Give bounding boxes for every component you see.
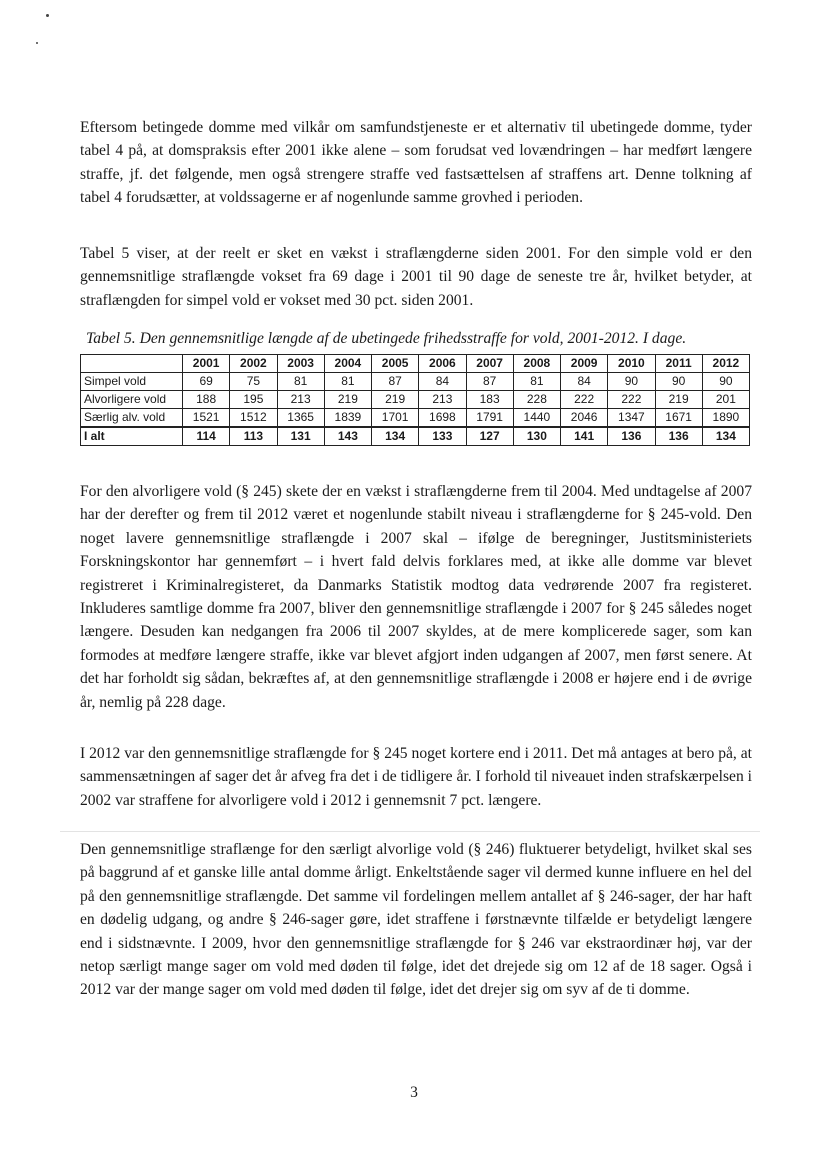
table-cell: 1839 <box>324 409 371 428</box>
table-cell: 90 <box>702 373 749 391</box>
page-number: 3 <box>410 1084 418 1101</box>
table-header-row <box>81 355 750 373</box>
row-label: Simpel vold <box>81 373 183 391</box>
table-cell: 1521 <box>183 409 230 428</box>
table-row <box>81 427 750 446</box>
table-cell: 219 <box>324 391 371 409</box>
table-cell: 1791 <box>466 409 513 428</box>
table-cell: 141 <box>561 427 608 446</box>
scan-fold-line <box>60 831 760 832</box>
paragraph-1: Eftersom betingede domme med vilkår om samfundstjeneste er et alternativ til ubetingede domme, tyder tabel 4 på, at domspraksis efter 2001 ikke alene – som forudsat ved lovændringen – har medført længere straffe, jf. det følgende, men også strengere straffe ved fastsættelsen af straffens art. Denne tolkning af tabel 4 forudsætter, at voldssagerne er af nogenlunde samme grovhed i perioden. <box>80 119 752 207</box>
table-cell: 87 <box>466 373 513 391</box>
scan-speck <box>36 42 38 44</box>
year-header: 2003 <box>277 355 324 373</box>
scan-speck <box>46 14 49 17</box>
table-cell: 81 <box>513 373 560 391</box>
table-cell: 84 <box>419 373 466 391</box>
table-cell: 222 <box>608 391 655 409</box>
table-cell: 134 <box>702 427 749 446</box>
table-row <box>81 409 750 428</box>
year-header: 2006 <box>419 355 466 373</box>
year-header: 2007 <box>466 355 513 373</box>
table-cell: 2046 <box>561 409 608 428</box>
table-cell: 195 <box>230 391 277 409</box>
table-cell: 143 <box>324 427 371 446</box>
table-cell: 1440 <box>513 409 560 428</box>
year-header: 2008 <box>513 355 560 373</box>
table-cell: 113 <box>230 427 277 446</box>
table-5 <box>80 354 750 446</box>
paragraph-2: Tabel 5 viser, at der reelt er sket en vækst i straflængderne siden 2001. For den simple vold er den gennemsnitlige straflængde vokset fra 69 dage i 2001 til 90 dage de seneste tre år, hvilket betyder, at straflængden for simpel vold er vokset med 30 pct. siden 2001. <box>80 245 752 309</box>
table-cell: 75 <box>230 373 277 391</box>
year-header: 2011 <box>655 355 702 373</box>
table-cell: 183 <box>466 391 513 409</box>
table-cell: 130 <box>513 427 560 446</box>
table-cell: 1698 <box>419 409 466 428</box>
row-label: Alvorligere vold <box>81 391 183 409</box>
year-header: 2001 <box>183 355 230 373</box>
table-cell: 81 <box>277 373 324 391</box>
table-cell: 127 <box>466 427 513 446</box>
row-label: I alt <box>81 427 183 446</box>
table-row <box>81 391 750 409</box>
table-cell: 1890 <box>702 409 749 428</box>
year-header: 2010 <box>608 355 655 373</box>
table-cell: 69 <box>183 373 230 391</box>
year-header: 2009 <box>561 355 608 373</box>
table-cell: 114 <box>183 427 230 446</box>
table-cell: 188 <box>183 391 230 409</box>
table-caption: Tabel 5. Den gennemsnitlige længde af de ubetingede frihedsstraffe for vold, 2001-2012. I dage. <box>86 330 687 347</box>
table-cell: 1347 <box>608 409 655 428</box>
paragraph-3: For den alvorligere vold (§ 245) skete der en vækst i straflængderne frem til 2004. Med undtagelse af 2007 har der derefter og frem til 2012 været et nogenlunde stabilt niveau i straflængderne for § 245-vold. Den noget lavere gennemsnitlige straflængde i 2007 skal – ifølge de beregninger, Justitsministeriets Forskningskontor har gennemført – i hvert fald delvis forklares med, at ikke alle domme var blevet registreret i Kriminalregisteret, da Danmarks Statistik modtog data vedrørende 2007 fra registeret. Inkluderes samtlige domme fra 2007, bliver den gennemsnitlige straflængde i 2007 for § 245 således noget længere. Desuden kan nedgangen fra 2006 til 2007 skyldes, at de mere komplicerede sager, som kan formodes at medføre længere straffe, ikke var blevet afgjort inden udgangen af 2007, men først senere. At det har forholdt sig sådan, bekræftes af, at den gennemsnitlige straflængde i 2008 er højere end i de øvrige år, nemlig på 228 dage. <box>80 483 752 711</box>
table-corner-cell <box>81 355 183 373</box>
paragraph-5: Den gennemsnitlige straflænge for den særligt alvorlige vold (§ 246) fluktuerer betydeligt, hvilket skal ses på baggrund af et ganske lille antal domme årligt. Enkeltstående sager vil dermed kunne influere en hel del på den gennemsnitlige straflængde. Det samme vil fordelingen mellem antallet af § 246-sager, der har haft en dødelig udgang, og andre § 246-sager gøre, idet straffene i førstnævnte tilfælde er betydeligt længere end i sidstnævnte. I 2009, hvor den gennemsnitlige straflængde for § 246 var ekstraordinær høj, var der netop særligt mange sager om vold med døden til følge, idet det drejede sig om 12 af de 18 sager. Også i 2012 var der mange sager om vold med døden til følge, idet det drejer sig om syv af de ti domme. <box>80 841 752 999</box>
table-cell: 136 <box>608 427 655 446</box>
table-cell: 213 <box>277 391 324 409</box>
table-cell: 134 <box>372 427 419 446</box>
table-cell: 219 <box>655 391 702 409</box>
table-cell: 136 <box>655 427 702 446</box>
table-cell: 81 <box>324 373 371 391</box>
table-cell: 228 <box>513 391 560 409</box>
year-header: 2004 <box>324 355 371 373</box>
paragraph-4: I 2012 var den gennemsnitlige straflængde for § 245 noget kortere end i 2011. Det må antages at bero på, at sammensætningen af sager det år afveg fra det i de tidligere år. I forhold til niveauet inden strafskærpelsen i 2002 var straffene for alvorligere vold i 2012 i gennemsnit 7 pct. længere. <box>80 745 752 809</box>
table-cell: 87 <box>372 373 419 391</box>
table-cell: 1365 <box>277 409 324 428</box>
year-header: 2012 <box>702 355 749 373</box>
table-cell: 133 <box>419 427 466 446</box>
row-label: Særlig alv. vold <box>81 409 183 428</box>
table-cell: 213 <box>419 391 466 409</box>
year-header: 2002 <box>230 355 277 373</box>
table-cell: 131 <box>277 427 324 446</box>
table-cell: 222 <box>561 391 608 409</box>
table-cell: 84 <box>561 373 608 391</box>
table-cell: 219 <box>372 391 419 409</box>
table-cell: 201 <box>702 391 749 409</box>
table-cell: 90 <box>608 373 655 391</box>
year-header: 2005 <box>372 355 419 373</box>
table-cell: 90 <box>655 373 702 391</box>
table-row <box>81 373 750 391</box>
table-cell: 1512 <box>230 409 277 428</box>
table-cell: 1701 <box>372 409 419 428</box>
table-cell: 1671 <box>655 409 702 428</box>
